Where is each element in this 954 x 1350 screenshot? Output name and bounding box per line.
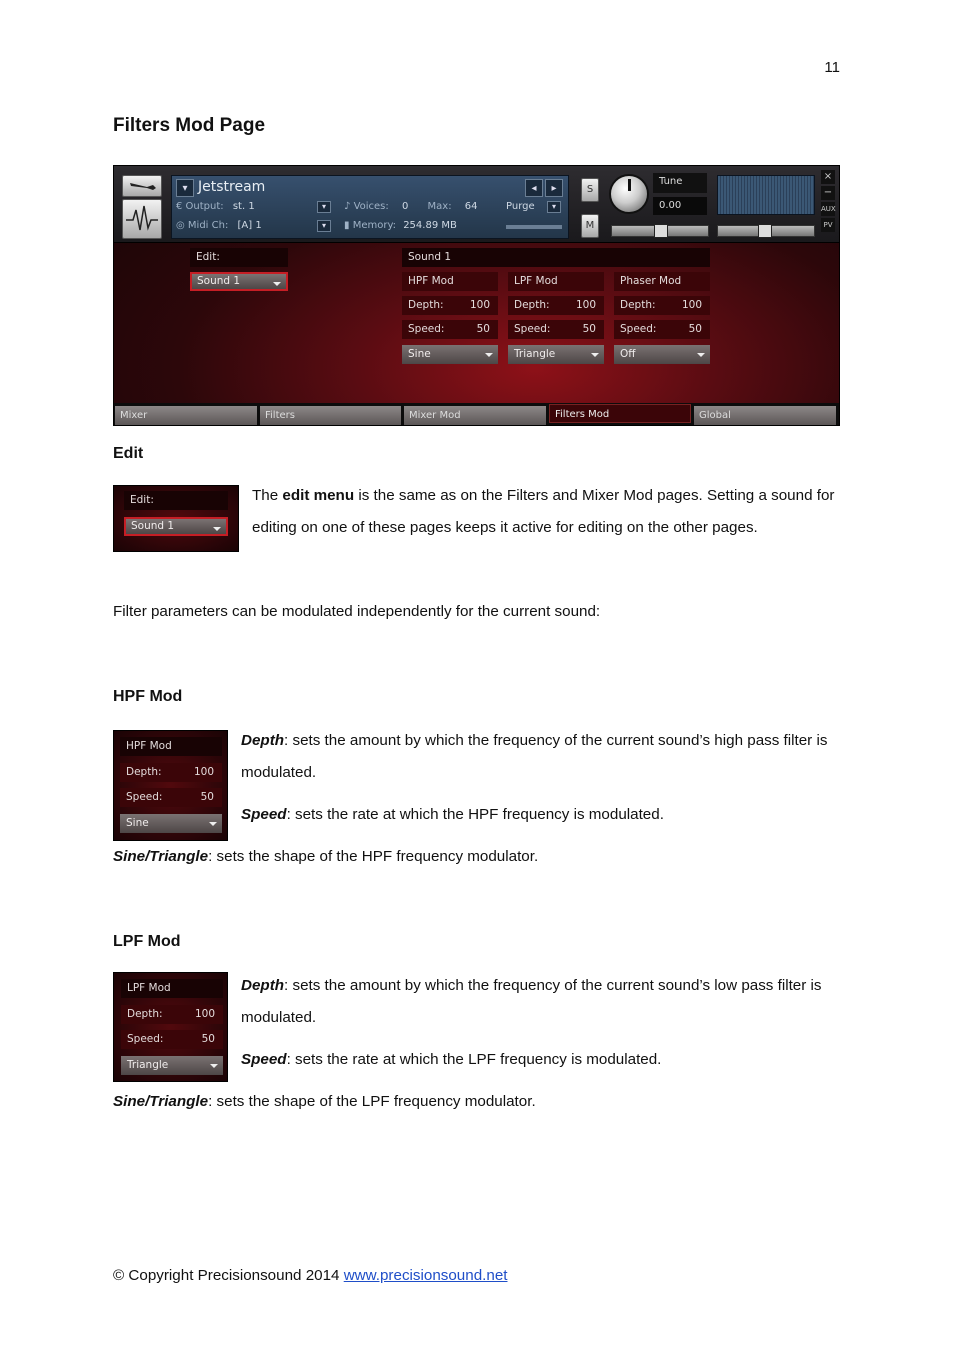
pv-button[interactable]: PV [821, 218, 835, 232]
purge-button[interactable]: Purge [506, 201, 535, 212]
shape-text: : sets the shape of the HPF frequency modulator. [208, 848, 539, 865]
lpf-depth-description [241, 970, 841, 1034]
edit-heading: Edit [113, 445, 144, 462]
edit-sound-value: Sound 1 [131, 520, 175, 532]
shape-value: Sine [126, 817, 149, 829]
waveform-icon[interactable] [122, 199, 162, 239]
tune-value[interactable]: 0.00 [653, 197, 707, 215]
memory-row [344, 220, 457, 231]
instrument-menu-chevron-icon[interactable]: ▾ [176, 179, 194, 197]
hpf-shape-dropdown[interactable] [402, 345, 498, 364]
lpf-depth-field[interactable] [508, 296, 604, 315]
depth-value: 100 [575, 299, 596, 311]
depth-value: 100 [681, 299, 702, 311]
page-title: Filters Mod Page [113, 115, 266, 136]
intro-text: Filter parameters can be modulated independently for the current sound: [113, 603, 601, 620]
level-meter [717, 175, 815, 215]
speed-value: 50 [201, 1033, 215, 1045]
edit-text-end: is the same as on the Filters and Mixer Mod pages. Setting a sound for editing on one of these pages keeps it active for editing on the other pages. [252, 487, 835, 536]
depth-value: 100 [469, 299, 490, 311]
lpf-mod-title: LPF Mod [121, 979, 223, 998]
volume-slider[interactable] [717, 225, 815, 237]
shape-term: Sine/Triangle [113, 1093, 209, 1110]
edit-menu-screenshot [113, 485, 239, 552]
speed-label: Speed: [514, 323, 551, 335]
edit-sound-dropdown[interactable] [124, 517, 228, 536]
wrench-icon[interactable] [122, 175, 162, 197]
hpf-mod-title: HPF Mod [402, 272, 498, 291]
copyright-text: © Copyright Precisionsound 2014 [113, 1267, 344, 1284]
shape-value: Off [620, 348, 636, 360]
depth-value: 100 [194, 1008, 215, 1020]
speed-text: : sets the rate at which the HPF frequency is modulated. [286, 806, 664, 823]
midi-row [176, 220, 262, 231]
output-label: Output: [185, 201, 224, 212]
website-link[interactable]: www.precisionsound.net [343, 1267, 508, 1284]
mute-button[interactable]: M [581, 214, 599, 238]
speed-text: : sets the rate at which the LPF frequency is modulated. [286, 1051, 662, 1068]
depth-text: : sets the amount by which the frequency of the current sound’s low pass filter is modulated. [241, 977, 822, 1026]
edit-sound-value: Sound 1 [197, 275, 241, 287]
max-value[interactable]: 64 [464, 201, 478, 212]
lpf-heading: LPF Mod [113, 933, 181, 950]
previous-instrument-icon[interactable]: ◂ [525, 179, 543, 197]
output-value[interactable]: st. 1 [232, 201, 255, 212]
lpf-speed-field[interactable] [121, 1030, 223, 1049]
lpf-speed-field[interactable] [508, 320, 604, 339]
edit-description [252, 480, 852, 544]
speed-label: Speed: [620, 323, 657, 335]
voices-icon: ♪ [344, 201, 354, 212]
speed-label: Speed: [408, 323, 445, 335]
chevron-down-icon [210, 1064, 218, 1068]
shape-value: Triangle [514, 348, 556, 360]
memory-icon: ▮ [344, 220, 353, 231]
hpf-depth-field[interactable] [402, 296, 498, 315]
shape-value: Sine [408, 348, 431, 360]
tab-filters-mod[interactable]: Filters Mod [549, 404, 691, 423]
footer [113, 1260, 840, 1292]
chevron-down-icon [697, 353, 705, 357]
close-icon[interactable]: × [821, 170, 835, 184]
hpf-shape-description [113, 841, 840, 873]
midi-label: Midi Ch: [187, 220, 229, 231]
memory-label: Memory: [352, 220, 396, 231]
lpf-mod-screenshot [113, 972, 228, 1082]
output-row [176, 201, 255, 212]
speed-term: Speed [241, 1051, 287, 1068]
hpf-mod-screenshot [113, 730, 228, 841]
voices-row [344, 201, 477, 212]
next-instrument-icon[interactable]: ▸ [545, 179, 563, 197]
lpf-mod-title: LPF Mod [508, 272, 604, 291]
depth-label: Depth: [620, 299, 656, 311]
depth-label: Depth: [127, 1008, 163, 1020]
edit-label: Edit: [124, 491, 228, 510]
depth-term: Depth [241, 732, 285, 749]
max-label: Max: [427, 201, 452, 212]
tab-mixer[interactable]: Mixer [115, 406, 257, 425]
phaser-speed-field[interactable] [614, 320, 710, 339]
shape-value: Triangle [127, 1059, 169, 1071]
shape-text: : sets the shape of the LPF frequency modulator. [208, 1093, 536, 1110]
phaser-mod-title: Phaser Mod [614, 272, 710, 291]
output-icon: € [176, 201, 186, 212]
depth-text: : sets the amount by which the frequency of the current sound’s high pass filter is modulated. [241, 732, 828, 781]
speed-label: Speed: [127, 1033, 164, 1045]
minimize-icon[interactable]: − [821, 186, 835, 200]
purge-dropdown-icon[interactable]: ▾ [547, 201, 561, 213]
hpf-speed-field[interactable] [402, 320, 498, 339]
page-tabs [114, 403, 839, 426]
edit-text-start: The [252, 487, 283, 504]
speed-term: Speed [241, 806, 287, 823]
speed-value: 50 [688, 323, 702, 335]
midi-value[interactable]: [A] 1 [237, 220, 262, 231]
voices-label: Voices: [353, 201, 389, 212]
depth-label: Depth: [126, 766, 162, 778]
instrument-header [114, 166, 839, 243]
tab-global[interactable]: Global [694, 406, 836, 425]
chevron-down-icon [209, 822, 217, 826]
lpf-shape-description [113, 1086, 840, 1118]
midi-icon: ◎ [176, 220, 188, 231]
shape-term: Sine/Triangle [113, 848, 209, 865]
lpf-shape-dropdown[interactable] [121, 1056, 223, 1075]
hpf-shape-dropdown[interactable] [120, 814, 222, 833]
speed-label: Speed: [126, 791, 163, 803]
edit-menu-term: edit menu [282, 487, 355, 504]
midi-dropdown-icon[interactable]: ▾ [317, 220, 331, 232]
depth-term: Depth [241, 977, 285, 994]
sound-header: Sound 1 [402, 248, 710, 267]
hpf-mod-title: HPF Mod [120, 737, 222, 756]
chevron-down-icon [213, 527, 221, 531]
hpf-heading: HPF Mod [113, 688, 183, 705]
speed-value: 50 [582, 323, 596, 335]
depth-label: Depth: [514, 299, 550, 311]
page-number: 11 [824, 59, 840, 76]
hpf-speed-description [241, 799, 841, 831]
memory-value: 254.89 MB [403, 220, 457, 231]
hpf-depth-field[interactable] [120, 763, 222, 782]
depth-value: 100 [193, 766, 214, 778]
tune-knob[interactable] [609, 174, 649, 214]
instrument-info-box [171, 175, 569, 239]
tab-filters[interactable]: Filters [260, 406, 401, 425]
aux-button[interactable]: AUX [821, 202, 835, 216]
edit-sound-dropdown[interactable] [190, 272, 288, 291]
voices-value: 0 [401, 201, 409, 212]
chevron-down-icon [591, 353, 599, 357]
chevron-down-icon [485, 353, 493, 357]
instrument-name: Jetstream [198, 179, 266, 195]
speed-value: 50 [200, 791, 214, 803]
hpf-depth-description [241, 725, 841, 789]
chevron-down-icon [273, 282, 281, 286]
lpf-shape-dropdown[interactable] [508, 345, 604, 364]
edit-label: Edit: [190, 248, 288, 267]
lpf-speed-description [241, 1044, 841, 1076]
lpf-depth-field[interactable] [121, 1005, 223, 1024]
speed-value: 50 [476, 323, 490, 335]
memory-bar [506, 225, 562, 229]
phaser-depth-field[interactable] [614, 296, 710, 315]
phaser-shape-dropdown[interactable] [614, 345, 710, 364]
output-dropdown-icon[interactable]: ▾ [317, 201, 331, 213]
tune-label: Tune [653, 173, 707, 193]
hpf-speed-field[interactable] [120, 788, 222, 807]
depth-label: Depth: [408, 299, 444, 311]
solo-button[interactable]: S [581, 178, 599, 202]
pan-slider[interactable] [611, 225, 709, 237]
tab-mixer-mod[interactable]: Mixer Mod [404, 406, 546, 425]
instrument-panel [113, 165, 840, 426]
